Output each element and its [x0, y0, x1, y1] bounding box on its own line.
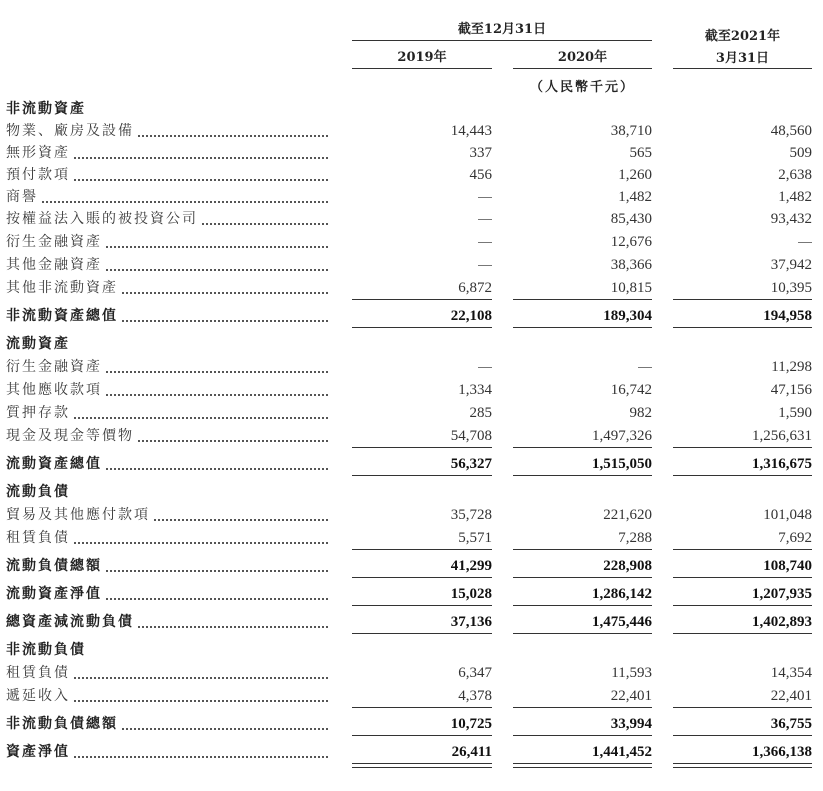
value-cell-2019	[352, 254, 492, 276]
value-cell-2019: 6,347	[458, 665, 492, 681]
subtotal-rule	[352, 447, 492, 448]
subtotal-rule	[513, 633, 652, 634]
subtotal-rule	[673, 299, 812, 300]
value-cell-2019: 4,378	[458, 688, 492, 704]
row-label	[6, 504, 328, 526]
subtotal-rule	[673, 327, 812, 328]
subtotal-rule	[673, 475, 812, 476]
nil-dash	[478, 242, 492, 243]
row-label	[6, 186, 328, 208]
value-cell-2021q1: 7,692	[778, 530, 812, 546]
value-cell-2020: 1,260	[618, 167, 652, 183]
value-cell-2021q1: 22,401	[770, 688, 812, 704]
value-cell-2019: 35,728	[450, 507, 492, 523]
row-label	[6, 583, 328, 605]
row-label	[6, 713, 328, 735]
row-label	[6, 164, 328, 186]
row-label-text: 流動資產淨值	[6, 586, 102, 602]
subtotal-rule	[673, 549, 812, 550]
table-row	[0, 277, 823, 299]
value-cell-2021q1: 11,298	[771, 359, 812, 375]
value-cell-2020: 1,286,142	[592, 586, 652, 602]
value-cell-2019	[352, 356, 492, 378]
row-label-text: 衍生金融資產	[6, 234, 102, 250]
table-row	[0, 356, 823, 378]
table-row	[0, 231, 823, 253]
section-header-row	[0, 333, 823, 355]
row-label	[6, 379, 328, 401]
value-cell-2021q1: 37,942	[770, 257, 812, 273]
subtotal-rule	[352, 475, 492, 476]
value-cell-2021q1: 93,432	[770, 211, 812, 227]
total-row	[0, 453, 823, 475]
nil-dash	[478, 219, 492, 220]
double-underline-rule	[352, 767, 492, 768]
value-cell-2019: 56,327	[450, 456, 492, 472]
column-header-2021-line1: 截至2021年	[704, 29, 781, 44]
subtotal-rule	[513, 707, 652, 708]
total-row	[0, 555, 823, 577]
row-label-text: 其他非流動資產	[6, 280, 118, 296]
section-header-row	[0, 639, 823, 661]
value-cell-2020: 565	[629, 145, 652, 161]
value-cell-2019: 285	[469, 405, 492, 421]
row-label-text: 流動負債	[6, 484, 70, 500]
value-cell-2021q1: 108,740	[763, 558, 812, 574]
subtotal-rule	[513, 605, 652, 606]
table-row	[0, 186, 823, 208]
header-rule-2019	[352, 68, 492, 69]
value-cell-2019	[352, 186, 492, 208]
value-cell-2020: 85,430	[610, 211, 652, 227]
subtotal-rule	[673, 763, 812, 764]
row-label	[6, 685, 328, 707]
row-label-text: 租賃負債	[6, 530, 70, 546]
subtotal-rule	[352, 707, 492, 708]
subtotal-rule	[352, 605, 492, 606]
value-cell-2020	[513, 356, 652, 378]
subtotal-rule	[352, 735, 492, 736]
row-label	[6, 254, 328, 276]
column-header-2021-line2: 3月31日	[715, 51, 770, 66]
row-label-text: 無形資產	[6, 145, 70, 161]
value-cell-2021q1: 1,402,893	[752, 614, 812, 630]
row-label-text: 遞延收入	[6, 688, 70, 704]
value-cell-2021q1: 1,256,631	[752, 428, 812, 444]
header-rule-2021	[673, 68, 812, 69]
value-cell-2021q1: 101,048	[763, 507, 812, 523]
value-cell-2019: 22,108	[450, 308, 492, 324]
value-cell-2020: 38,366	[610, 257, 652, 273]
value-cell-2021q1: 1,207,935	[752, 586, 812, 602]
double-underline-rule	[513, 767, 652, 768]
value-cell-2020: 189,304	[603, 308, 652, 324]
value-cell-2019	[352, 231, 492, 253]
row-label	[6, 305, 328, 327]
row-label-text: 非流動資產	[6, 101, 86, 117]
subtotal-rule	[673, 735, 812, 736]
subtotal-rule	[513, 327, 652, 328]
section-header-row	[0, 481, 823, 503]
value-cell-2019	[352, 208, 492, 230]
row-label	[6, 453, 328, 475]
row-label	[6, 402, 328, 424]
value-cell-2020: 10,815	[610, 280, 652, 296]
row-label-text: 非流動資產總值	[6, 308, 118, 324]
value-cell-2020: 221,620	[603, 507, 652, 523]
row-label-text: 物業、廠房及設備	[6, 123, 134, 139]
row-label-text: 按權益法入賬的被投資公司	[6, 211, 198, 227]
subtotal-rule	[673, 577, 812, 578]
value-cell-2020: 12,676	[610, 234, 652, 250]
subtotal-rule	[513, 299, 652, 300]
table-row	[0, 254, 823, 276]
row-label-text: 總資產減流動負債	[6, 614, 134, 630]
row-label	[6, 356, 328, 378]
value-cell-2021q1: 47,156	[770, 382, 812, 398]
value-cell-2021q1: 48,560	[770, 123, 812, 139]
value-cell-2021q1: 1,366,138	[752, 744, 812, 760]
value-cell-2019: 14,443	[450, 123, 492, 139]
nil-dash	[638, 367, 652, 368]
table-row	[0, 662, 823, 684]
row-label	[6, 639, 328, 661]
value-cell-2020: 1,441,452	[592, 744, 652, 760]
row-label-text: 流動資產總值	[6, 456, 102, 472]
row-label-text: 現金及現金等價物	[6, 428, 134, 444]
subtotal-rule	[513, 447, 652, 448]
value-cell-2019: 10,725	[450, 716, 492, 732]
total-row	[0, 741, 823, 763]
value-cell-2021q1: 1,590	[778, 405, 812, 421]
value-cell-2019: 15,028	[450, 586, 492, 602]
value-cell-2020: 33,994	[610, 716, 652, 732]
row-label-text: 其他金融資產	[6, 257, 102, 273]
subtotal-rule	[352, 577, 492, 578]
subtotal-rule	[352, 299, 492, 300]
subtotal-rule	[352, 633, 492, 634]
table-row	[0, 379, 823, 401]
row-label-text: 貿易及其他應付款項	[6, 507, 150, 523]
value-cell-2021q1: 1,316,675	[752, 456, 812, 472]
row-label-text: 預付款項	[6, 167, 70, 183]
double-underline-rule	[673, 767, 812, 768]
row-label-text: 非流動負債總額	[6, 716, 118, 732]
value-cell-2019: 337	[469, 145, 492, 161]
row-label	[6, 98, 328, 120]
table-row	[0, 142, 823, 164]
column-header-2020: 2020年	[557, 50, 608, 65]
table-row	[0, 402, 823, 424]
value-cell-2021q1	[673, 231, 812, 253]
subtotal-rule	[513, 475, 652, 476]
table-row	[0, 504, 823, 526]
value-cell-2019: 5,571	[458, 530, 492, 546]
value-cell-2020: 22,401	[610, 688, 652, 704]
value-cell-2019: 1,334	[458, 382, 492, 398]
table-row	[0, 208, 823, 230]
nil-dash	[478, 197, 492, 198]
row-label-text: 衍生金融資產	[6, 359, 102, 375]
table-row	[0, 120, 823, 142]
subtotal-rule	[673, 707, 812, 708]
row-label	[6, 277, 328, 299]
row-label-text: 資產淨值	[6, 744, 70, 760]
row-label	[6, 208, 328, 230]
total-row	[0, 583, 823, 605]
table-row	[0, 164, 823, 186]
value-cell-2020: 228,908	[603, 558, 652, 574]
row-label-text: 租賃負債	[6, 665, 70, 681]
total-row	[0, 305, 823, 327]
currency-unit-label: （人民幣千元）	[529, 80, 635, 95]
row-label-text: 非流動負債	[6, 642, 86, 658]
section-header-row	[0, 98, 823, 120]
subtotal-rule	[513, 549, 652, 550]
row-label	[6, 481, 328, 503]
value-cell-2019: 54,708	[450, 428, 492, 444]
row-label	[6, 231, 328, 253]
table-row	[0, 685, 823, 707]
value-cell-2019: 456	[469, 167, 492, 183]
row-label	[6, 555, 328, 577]
table-row	[0, 425, 823, 447]
value-cell-2021q1: 1,482	[778, 189, 812, 205]
value-cell-2021q1: 14,354	[770, 665, 812, 681]
row-label	[6, 662, 328, 684]
value-cell-2020: 7,288	[618, 530, 652, 546]
row-label	[6, 741, 328, 763]
value-cell-2019: 26,411	[451, 744, 492, 760]
row-label	[6, 611, 328, 633]
subtotal-rule	[352, 549, 492, 550]
value-cell-2020: 1,497,326	[592, 428, 652, 444]
row-label	[6, 527, 328, 549]
period-group-rule	[352, 40, 652, 41]
row-label-text: 流動資產	[6, 336, 70, 352]
value-cell-2020: 11,593	[611, 665, 652, 681]
nil-dash	[478, 367, 492, 368]
total-row	[0, 713, 823, 735]
nil-dash	[478, 265, 492, 266]
row-label	[6, 425, 328, 447]
value-cell-2021q1: 36,755	[770, 716, 812, 732]
value-cell-2020: 38,710	[610, 123, 652, 139]
value-cell-2020: 1,515,050	[592, 456, 652, 472]
nil-dash	[798, 242, 812, 243]
subtotal-rule	[513, 735, 652, 736]
subtotal-rule	[513, 763, 652, 764]
value-cell-2019: 6,872	[458, 280, 492, 296]
subtotal-rule	[513, 577, 652, 578]
column-header-2019: 2019年	[397, 50, 447, 65]
value-cell-2021q1: 509	[789, 145, 812, 161]
row-label	[6, 120, 328, 142]
table-row	[0, 527, 823, 549]
row-label-text: 質押存款	[6, 405, 70, 421]
subtotal-rule	[352, 763, 492, 764]
value-cell-2020: 16,742	[610, 382, 652, 398]
value-cell-2020: 982	[629, 405, 652, 421]
total-row	[0, 611, 823, 633]
row-label-text: 商譽	[6, 189, 38, 205]
row-label	[6, 333, 328, 355]
subtotal-rule	[673, 605, 812, 606]
value-cell-2019: 41,299	[450, 558, 492, 574]
row-label-text: 其他應收款項	[6, 382, 102, 398]
row-label-text: 流動負債總額	[6, 558, 102, 574]
value-cell-2021q1: 2,638	[778, 167, 812, 183]
period-group-header: 截至12月31日	[457, 22, 547, 37]
subtotal-rule	[352, 327, 492, 328]
row-label	[6, 142, 328, 164]
value-cell-2019: 37,136	[450, 614, 492, 630]
value-cell-2021q1: 194,958	[763, 308, 812, 324]
value-cell-2020: 1,482	[618, 189, 652, 205]
dot-leader	[6, 201, 328, 203]
subtotal-rule	[673, 633, 812, 634]
subtotal-rule	[673, 447, 812, 448]
value-cell-2020: 1,475,446	[592, 614, 652, 630]
value-cell-2021q1: 10,395	[770, 280, 812, 296]
header-rule-2020	[513, 68, 652, 69]
